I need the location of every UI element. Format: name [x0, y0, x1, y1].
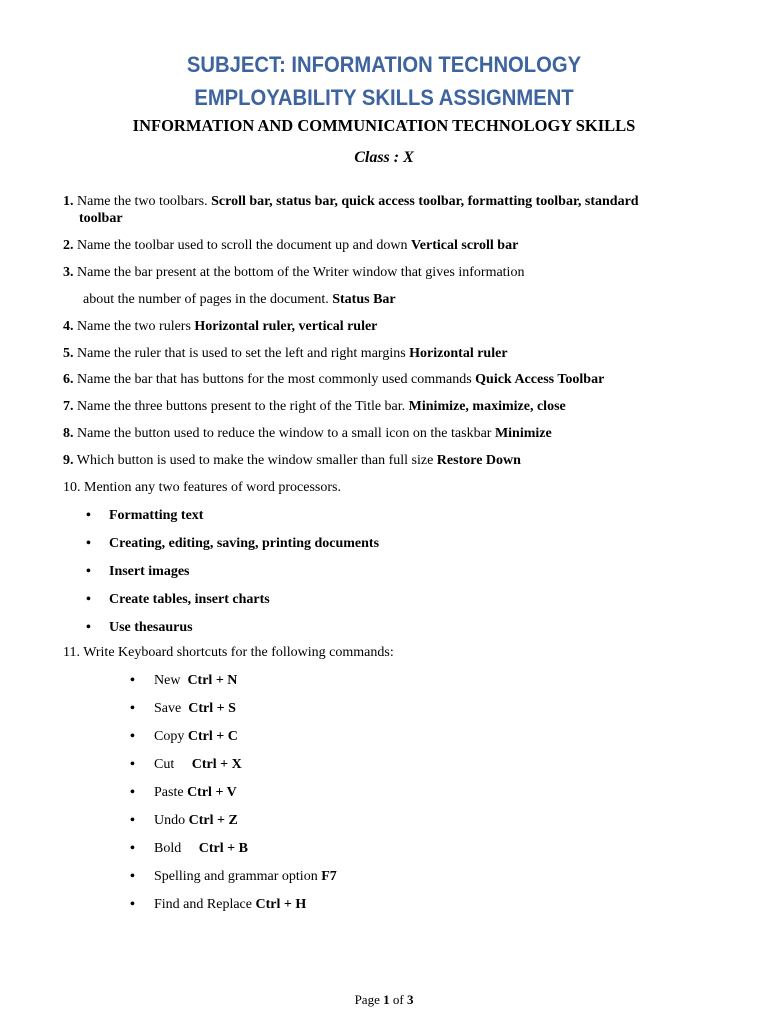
question-text: Name the three buttons present to the right of the Title bar.	[77, 399, 409, 414]
page-footer	[0, 992, 768, 1008]
question-item	[63, 398, 703, 415]
question-11-text: 11. Write Keyboard shortcuts for the following commands:	[63, 645, 394, 660]
question-item	[63, 371, 703, 388]
question-item-continued	[83, 291, 396, 308]
command-name: Bold	[154, 841, 182, 856]
bullet-glyph: •	[130, 897, 135, 912]
shortcut-key: F7	[321, 869, 337, 884]
command-name: Cut	[154, 757, 175, 772]
question-item	[63, 452, 703, 469]
question-text: Name the bar that has buttons for the most commonly used commands	[77, 372, 476, 387]
question-text-continued: about the number of pages in the document.	[83, 292, 333, 307]
question-text: Name the toolbar used to scroll the document up and down	[77, 238, 411, 253]
question-number: 9.	[63, 453, 74, 468]
question-number: 1.	[63, 194, 74, 209]
command-name: Undo	[154, 813, 186, 828]
page-total: 3	[406, 992, 414, 1007]
command-name: Copy	[154, 729, 185, 744]
bullet-glyph: •	[86, 508, 91, 523]
answer-text: Restore Down	[436, 453, 521, 468]
answer-text: Status Bar	[332, 292, 396, 307]
command-name: Spelling and grammar option	[154, 869, 318, 884]
assignment-title: EMPLOYABILITY SKILLS ASSIGNMENT	[194, 85, 574, 110]
page-prefix: Page	[354, 992, 384, 1007]
answer-text: Horizontal ruler	[409, 346, 508, 361]
command-name: Paste	[154, 785, 184, 800]
question-number: 5.	[63, 346, 74, 361]
answer-text: Vertical scroll bar	[410, 238, 519, 253]
command-name: Find and Replace	[154, 897, 252, 912]
subject-title: SUBJECT: INFORMATION TECHNOLOGY	[186, 52, 582, 77]
question-item	[63, 318, 703, 335]
question-number: 6.	[63, 372, 74, 387]
shortcut-key: Ctrl + C	[187, 729, 238, 744]
feature-text: Creating, editing, saving, printing documents	[109, 536, 380, 551]
question-item	[63, 345, 703, 362]
bullet-glyph: •	[86, 620, 91, 635]
answer-text: Scroll bar, status bar, quick access toolbar, formatting toolbar, standard	[211, 194, 639, 209]
feature-text: Use thesaurus	[109, 620, 193, 635]
bullet-glyph: •	[130, 757, 135, 772]
bullet-glyph: •	[86, 536, 91, 551]
question-text: Name the two rulers	[77, 319, 195, 334]
question-text: Name the bar present at the bottom of the Writer window that gives information	[77, 265, 525, 280]
shortcut-key: Ctrl + H	[255, 897, 307, 912]
page-of: of	[389, 992, 407, 1007]
question-number: 7.	[63, 399, 74, 414]
bullet-glyph: •	[86, 564, 91, 579]
answer-text: Horizontal ruler, vertical ruler	[194, 319, 378, 334]
answer-text: Quick Access Toolbar	[475, 372, 605, 387]
question-text: Name the two toolbars.	[77, 194, 212, 209]
bullet-glyph: •	[130, 869, 135, 884]
section-subtitle: INFORMATION AND COMMUNICATION TECHNOLOGY SKILLS	[132, 116, 636, 135]
question-text: Name the ruler that is used to set the left and right margins	[77, 346, 410, 361]
question-number: 2.	[63, 238, 74, 253]
page-current: 1	[383, 992, 390, 1007]
feature-text: Create tables, insert charts	[109, 592, 270, 607]
shortcut-key: Ctrl + N	[187, 673, 238, 688]
class-label: Class : X	[354, 149, 414, 166]
bullet-glyph: •	[130, 673, 135, 688]
answer-text: Minimize, maximize, close	[408, 399, 566, 414]
question-item	[63, 193, 703, 227]
shortcut-key: Ctrl + B	[198, 841, 248, 856]
bullet-glyph: •	[130, 701, 135, 716]
question-text: Which button is used to make the window smaller than full size	[76, 453, 437, 468]
answer-text-continued: toolbar	[79, 211, 123, 226]
bullet-glyph: •	[130, 785, 135, 800]
answer-text: Minimize	[494, 426, 552, 441]
shortcut-key: Ctrl + V	[187, 785, 237, 800]
question-number: 8.	[63, 426, 74, 441]
question-item	[63, 425, 703, 442]
shortcut-key: Ctrl + X	[191, 757, 242, 772]
bullet-glyph: •	[130, 729, 135, 744]
command-name: New	[154, 673, 181, 688]
command-name: Save	[154, 701, 182, 716]
shortcut-key: Ctrl + S	[188, 701, 236, 716]
bullet-glyph: •	[130, 813, 135, 828]
feature-text: Formatting text	[109, 508, 204, 523]
question-10-text: 10. Mention any two features of word processors.	[63, 480, 341, 495]
shortcut-key: Ctrl + Z	[188, 813, 238, 828]
question-number: 4.	[63, 319, 74, 334]
question-text: Name the button used to reduce the window to a small icon on the taskbar	[77, 426, 495, 441]
feature-text: Insert images	[109, 564, 190, 579]
bullet-glyph: •	[86, 592, 91, 607]
question-number: 3.	[63, 265, 74, 280]
question-item	[63, 237, 703, 254]
bullet-glyph: •	[130, 841, 135, 856]
question-item	[63, 264, 703, 281]
